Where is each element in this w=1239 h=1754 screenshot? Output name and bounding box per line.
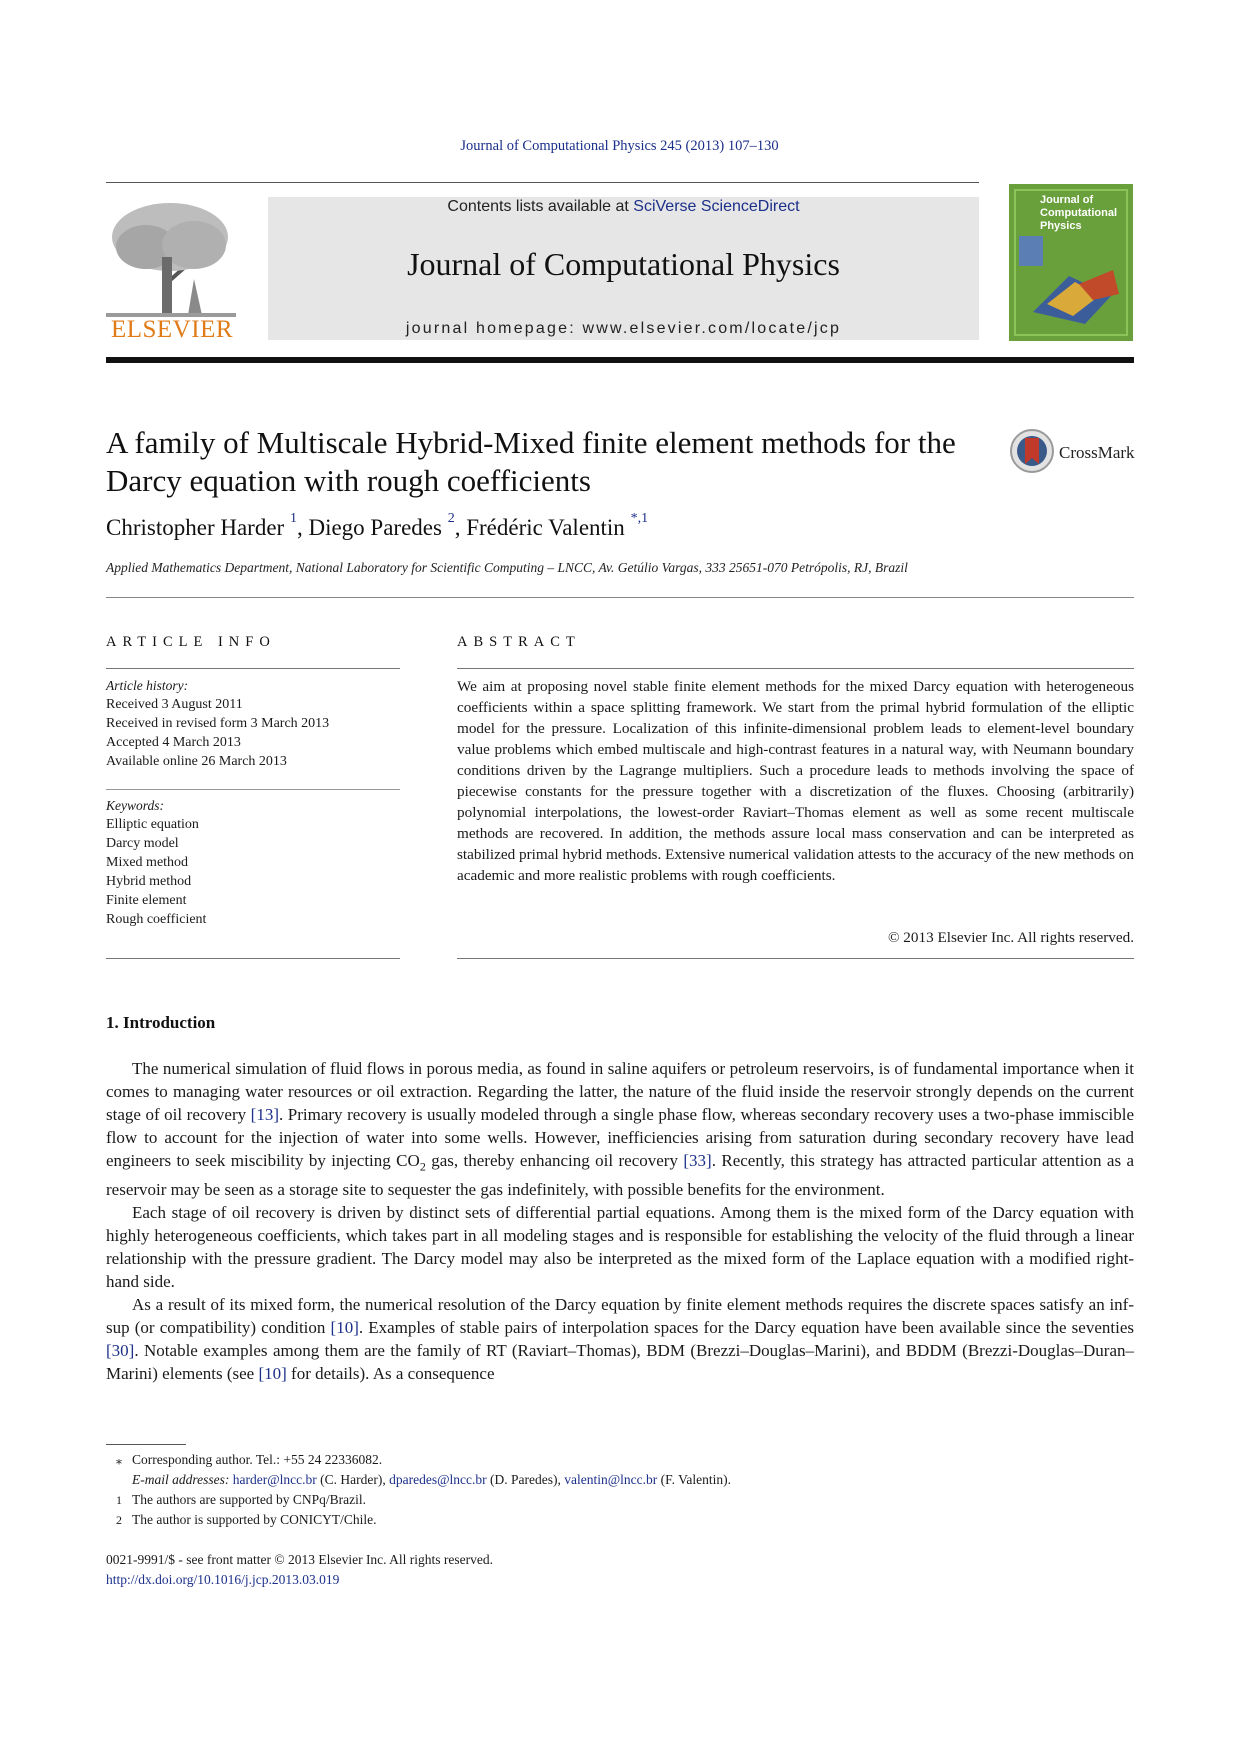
footnote-text: The author is supported by CONICYT/Chile. [132,1512,377,1527]
history-rule [106,789,400,790]
affiliation: Applied Mathematics Department, National Laboratory for Scientific Computing – LNCC, Av. Getúlio Vargas, 333 25651-070 Petrópolis, RJ, Brazil [106,560,908,575]
front-matter [106,1550,493,1590]
doi-link[interactable]: http://dx.doi.org/10.1016/j.jcp.2013.03.019 [106,1572,340,1587]
keyword-item: Darcy model [106,836,179,851]
journal-name: Journal of Computational Physics [407,246,840,282]
contents-line [268,198,979,216]
journal-homepage[interactable]: journal homepage: www.elsevier.com/locate/jcp [405,320,842,337]
text-run: gas, thereby enhancing oil recovery [425,1151,684,1170]
history-item: Accepted 4 March 2013 [106,735,241,750]
footnote-mark: 1 [116,1493,122,1507]
keyword-item: Mixed method [106,855,189,870]
footnote [106,1510,1134,1530]
text-run: . Recently, this strategy has attracted particular attention as a reservoir may be seen as a storage site to sequester the gas indefinitely, with possible benefits for the environment. [106,1151,1135,1200]
keyword-item: Rough coefficient [106,912,207,927]
reference-link[interactable]: [30] [106,1341,135,1361]
text-run: . Notable examples among them are the family of RT (Raviart–Thomas), BDM (Brezzi–Douglas–Marini), and BDDM (Brezzi-Douglas–Duran–Marini) elements (see [106,1341,1134,1384]
footnote-text: The authors are supported by CNPq/Brazil. [132,1492,366,1507]
paragraph [106,1293,1134,1385]
author-footnote-mark[interactable]: 2 [447,511,455,526]
footnote-rule [106,1444,186,1445]
cover-title: Journal of Computational Physics [1040,194,1117,232]
email-owner: (D. Paredes), [486,1472,565,1487]
subscript: 2 [419,1159,426,1174]
author-footnote-mark[interactable]: 1 [289,511,297,526]
email-link[interactable]: valentin@lncc.br [564,1472,658,1487]
paragraph [106,1057,1134,1201]
abstract-copyright: © 2013 Elsevier Inc. All rights reserved. [887,929,1134,946]
footnote-spacer [106,1470,132,1490]
keyword-item: Hybrid method [106,874,192,889]
introduction-body [106,1057,1134,1385]
abstract-rule [457,668,1134,669]
reference-link[interactable]: [10] [330,1318,359,1338]
article-title: A family of Multiscale Hybrid-Mixed finite element methods for the Darcy equation with rough coefficients [106,425,956,498]
affiliation-rule [106,597,1134,598]
article-info-rule [106,668,400,669]
author-footnote-mark[interactable]: *,1 [630,511,649,526]
history-item: Received 3 August 2011 [106,697,243,712]
email-link[interactable]: dparedes@lncc.br [389,1472,487,1487]
keyword-item: Finite element [106,893,187,908]
text-run: . Examples of stable pairs of interpolation spaces for the Darcy equation have been available since the seventies [358,1318,1134,1338]
paragraph: Each stage of oil recovery is driven by distinct sets of differential partial equations. Among them is the mixed form of the Darcy equation with highly heterogeneous coefficients, which takes part in all modeling stages and is responsible for establishing the velocity of the fluid through a linear relationship with the pressure gradient. The Darcy model may also be interpreted as the mixed form of the Laplace equation with a modified right-hand side. [106,1203,1134,1292]
history-item: Received in revised form 3 March 2013 [106,716,330,731]
footnote [106,1490,1134,1510]
email-owner: (F. Valentin). [657,1472,731,1487]
header-thick-rule [106,357,1134,363]
footnote [106,1450,1134,1470]
author-name: Diego Paredes [308,515,442,540]
author-name: Christopher Harder [106,515,285,540]
author-list: Christopher Harder $^1$, Diego Paredes $^2$, Frédéric Valentin $^{*,1}$ [106,511,649,540]
reference-link[interactable]: [10] [258,1364,287,1384]
keyword-item: Elliptic equation [106,817,199,832]
email-owner: (C. Harder), [316,1472,390,1487]
text-run: for details). As a consequence [286,1364,495,1384]
crossmark-label: CrossMark [1059,443,1135,462]
footnote-text: Corresponding author. Tel.: +55 24 22336082. [132,1452,383,1467]
text-run: . Primary recovery is usually modeled through a single phase flow, whereas secondary recovery uses a two-phase immiscible flow to account for the injection of water into some wells. However, inefficiencies arising from saturation during secondary recovery have lead engineers to seek miscibility by injecting CO [106,1105,1135,1170]
issn-line: 0021-9991/$ - see front matter © 2013 Elsevier Inc. All rights reserved. [106,1552,494,1567]
footnote-emails [106,1470,1134,1490]
author-name: Frédéric Valentin [466,515,625,540]
email-link[interactable]: harder@lncc.br [232,1472,317,1487]
reference-link[interactable]: [13] [250,1105,279,1124]
history-item: Available online 26 March 2013 [106,754,287,769]
abstract-end-rule [457,958,1134,959]
footnote-mark: ⁎ [116,1453,122,1467]
text-run: As a result of its mixed form, the numerical resolution of the Darcy equation by finite element methods requires the discrete spaces satisfy an inf-sup (or compatibility) condition [106,1295,1134,1338]
article-history [106,676,400,771]
keywords-label: Keywords: [106,798,164,813]
sciencedirect-link[interactable]: SciVerse ScienceDirect [633,198,800,215]
article-info-end-rule [106,958,400,959]
abstract-heading: ABSTRACT [457,634,581,650]
header-rule [106,182,979,183]
introduction-heading: 1. Introduction [106,1013,216,1032]
history-label: Article history: [106,678,189,693]
elsevier-wordmark: ELSEVIER [110,316,234,343]
abstract-text: We aim at proposing novel stable finite element methods for the mixed Darcy equation with heterogeneous coefficients within a space splitting framework. We start from the primal hybrid formulation of the elliptic model for the pressure. Localization of this infinite-dimensional problem leads to element-level boundary value problems which embed multiscale and high-contrast features in a natural way, with Neumann boundary conditions driven by the Lagrange multipliers. Such a procedure leads to methods involving the space of piecewise constants for the pressure together with a discretization of the fluxes. Choosing (arbitrarily) polynomial interpolations, the lowest-order Raviart–Thomas element as well as some recent multiscale methods are recovered. In addition, the methods assure local mass conservation and can be interpreted as stabilized primal hybrid methods. Extensive numerical validation attests to the accuracy of the new methods on academic and more realistic problems with rough coefficients. [457,678,1134,884]
footnote-mark: 2 [116,1513,122,1527]
article-info-heading: ARTICLE INFO [106,634,276,650]
footnotes [106,1450,1134,1530]
text-run: The numerical simulation of fluid flows in porous media, as found in saline aquifers or petroleum reservoirs, is of fundamental importance when it comes to managing water resources or oil extraction. Regarding the latter, the nature of the fluid inside the reservoir strongly depends on the current stage of oil recovery [106,1059,1134,1124]
contents-prefix: Contents lists available at [447,198,634,215]
footnote-text [132,1470,731,1490]
email-label: E-mail addresses: [132,1472,230,1487]
journal-citation[interactable]: Journal of Computational Physics 245 (2013) 107–130 [460,138,779,154]
keywords-list [106,796,400,929]
reference-link[interactable]: [33] [683,1151,712,1170]
